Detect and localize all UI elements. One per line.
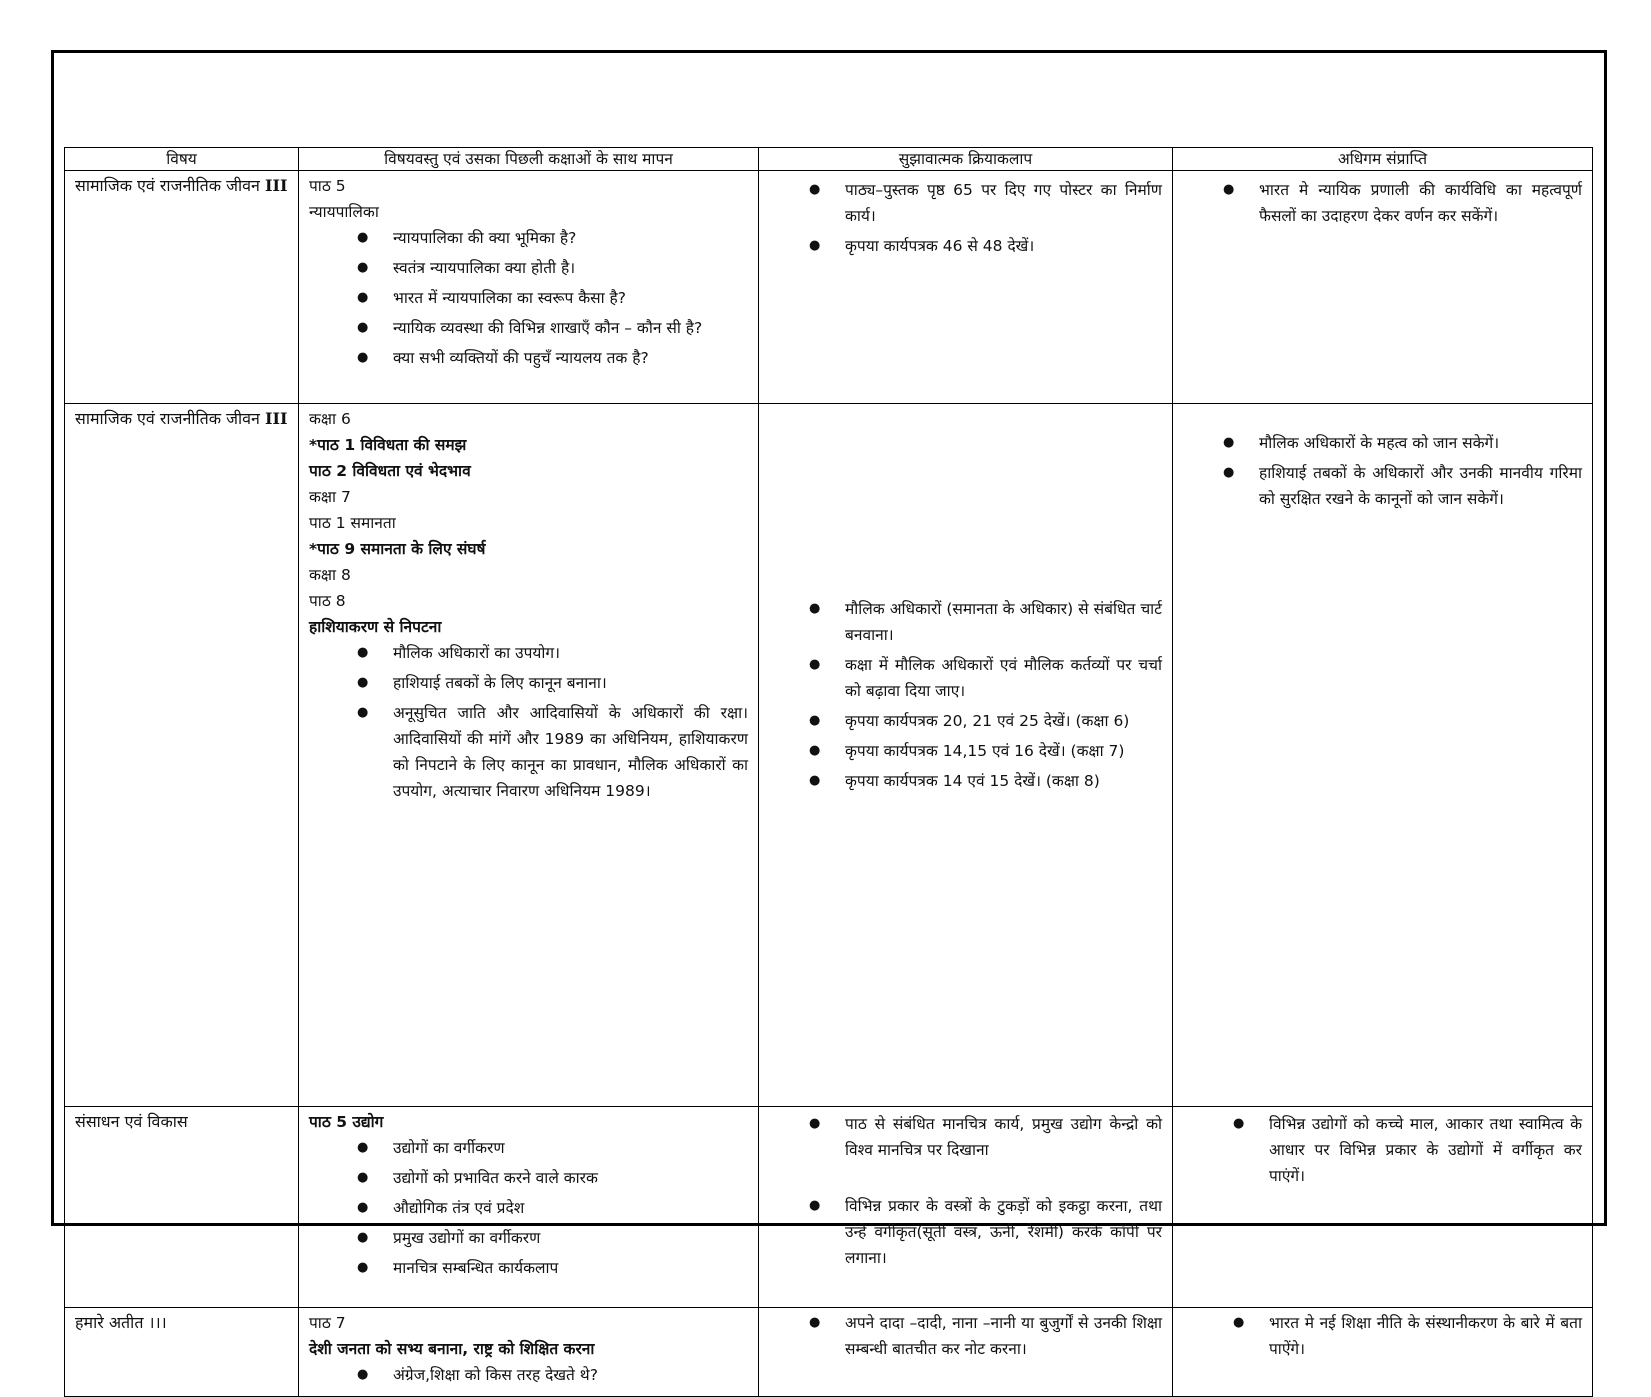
content-line: कक्षा 8 <box>309 566 351 584</box>
activities-list <box>809 1310 1162 1362</box>
list-item: ● कृपया कार्यपत्रक 14 एवं 15 देखें। (कक्षा 8) <box>809 768 1162 794</box>
list-item: ● स्वतंत्र न्यायपालिका क्या होती है। <box>357 255 748 281</box>
list-item: ● भारत मे न्यायिक प्रणाली की कार्यविधि का महत्वपूर्ण फैसलों का उदाहरण देकर वर्णन कर सकेंगें। <box>1223 177 1582 229</box>
list-item: ● भारत मे नई शिक्षा नीति के संस्थानीकरण के बारे में बता पाऐंगे। <box>1233 1310 1582 1362</box>
content-line: न्यायपालिका <box>309 203 379 221</box>
content-bullet-list <box>357 640 748 804</box>
content-line: *पाठ 9 समानता के लिए संघर्ष <box>309 540 486 558</box>
subject-text: सामाजिक एवं राजनीतिक जीवन <box>75 409 260 428</box>
list-item: ● मौलिक अधिकारों का उपयोग। <box>357 640 748 666</box>
header-content: विषयवस्तु एवं उसका पिछली कक्षाओं के साथ मापन <box>299 148 759 171</box>
content-line: *पाठ 1 विविधता की समझ <box>309 436 467 454</box>
content-bullet-list <box>357 1135 748 1281</box>
header-activities: सुझावात्मक क्रियाकलाप <box>759 148 1173 171</box>
content-line: पाठ 8 <box>309 592 346 610</box>
subject-text: सामाजिक एवं राजनीतिक जीवन <box>75 176 260 195</box>
activities-list <box>809 596 1162 794</box>
content-line: पाठ 5 उद्योग <box>309 1113 384 1131</box>
list-item: ● कृपया कार्यपत्रक 20, 21 एवं 25 देखें। (कक्षा 6) <box>809 708 1162 734</box>
list-item: ● भारत में न्यायपालिका का स्वरूप कैसा है? <box>357 285 748 311</box>
list-item: ● न्यायिक व्यवस्था की विभिन्न शाखाएँ कौन – कौन सी है? <box>357 315 748 341</box>
list-item: ● मौलिक अधिकारों (समानता के अधिकार) से संबंधित चार्ट बनवाना। <box>809 596 1162 648</box>
list-item: ● उद्योगों का वर्गीकरण <box>357 1135 748 1161</box>
content-bullet-list <box>357 225 748 371</box>
content-line: हाशियाकरण से निपटना <box>309 618 442 636</box>
table-row <box>65 404 1593 1107</box>
outcomes-list <box>1233 1310 1582 1362</box>
outcomes-cell <box>1173 1107 1593 1308</box>
table-row <box>65 171 1593 404</box>
outcomes-cell <box>1173 1308 1593 1397</box>
subject-cell <box>65 171 299 404</box>
activities-list <box>809 1111 1162 1271</box>
content-line: पाठ 2 विविधता एवं भेदभाव <box>309 462 471 480</box>
outcomes-cell <box>1173 404 1593 1107</box>
list-item: ● औद्योगिक तंत्र एवं प्रदेश <box>357 1195 748 1221</box>
list-item: ● उद्योगों को प्रभावित करने वाले कारक <box>357 1165 748 1191</box>
list-item: ● हाशियाई तबकों के अधिकारों और उनकी मानवीय गरिमा को सुरक्षित रखने के कानूनों को जान सकेगें। <box>1223 460 1582 512</box>
table-header-row <box>65 148 1593 171</box>
list-item: ● अपने दादा –दादी, नाना –नानी या बुजुर्गों से उनकी शिक्षा सम्बन्धी बातचीत कर नोट करना। <box>809 1310 1162 1362</box>
content-line: पाठ 7 <box>309 1314 346 1332</box>
activities-cell <box>759 1308 1173 1397</box>
list-item: ● कृपया कार्यपत्रक 46 से 48 देखें। <box>809 233 1162 259</box>
header-outcomes: अधिगम संप्राप्ति <box>1173 148 1593 171</box>
content-bullet-list <box>357 1362 748 1388</box>
outcomes-cell <box>1173 171 1593 404</box>
content-line: पाठ 5 <box>309 177 346 195</box>
list-item: ● पाठ्य–पुस्तक पृष्ठ 65 पर दिए गए पोस्टर का निर्माण कार्य। <box>809 177 1162 229</box>
table-row <box>65 1107 1593 1308</box>
list-item: ● मौलिक अधिकारों के महत्व को जान सकेगें। <box>1223 430 1582 456</box>
activities-cell <box>759 1107 1173 1308</box>
content-line: देशी जनता को सभ्य बनाना, राष्ट्र को शिक्षित करना <box>309 1340 595 1358</box>
content-cell <box>299 404 759 1107</box>
content-cell <box>299 171 759 404</box>
subject-cell <box>65 404 299 1107</box>
content-line: पाठ 1 समानता <box>309 514 396 532</box>
list-item: ● मानचित्र सम्बन्धित कार्यकलाप <box>357 1255 748 1281</box>
content-line: कक्षा 7 <box>309 488 351 506</box>
list-item: ● पाठ से संबंधित मानचित्र कार्य, प्रमुख उद्योग केन्द्रो को विश्व मानचित्र पर दिखाना <box>809 1111 1162 1163</box>
list-item: ● प्रमुख उद्योगों का वर्गीकरण <box>357 1225 748 1251</box>
list-item: ● विभिन्न उद्योगों को कच्चे माल, आकार तथा स्वामित्व के आधार पर विभिन्न प्रकार के उद्योगों में वर्गीकृत कर पाएंगें। <box>1233 1111 1582 1189</box>
subject-numeral: III <box>265 409 288 428</box>
table-row <box>65 1308 1593 1397</box>
list-item: ● कक्षा में मौलिक अधिकारों एवं मौलिक कर्तव्यों पर चर्चा को बढ़ावा दिया जाए। <box>809 652 1162 704</box>
activities-cell <box>759 404 1173 1107</box>
activities-list <box>809 177 1162 259</box>
outcomes-list <box>1223 177 1582 229</box>
activities-cell <box>759 171 1173 404</box>
content-line: कक्षा 6 <box>309 410 351 428</box>
list-item: ● अंग्रेज,शिक्षा को किस तरह देखते थे? <box>357 1362 748 1388</box>
subject-text: संसाधन एवं विकास <box>75 1112 188 1131</box>
subject-cell <box>65 1308 299 1397</box>
list-item: ● कृपया कार्यपत्रक 14,15 एवं 16 देखें। (कक्षा 7) <box>809 738 1162 764</box>
subject-numeral: III <box>265 176 288 195</box>
list-item: ● अनूसुचित जाति और आदिवासियों के अधिकारों की रक्षा। आदिवासियों की मांगें और 1989 का अधिनियम, हाशियाकरण को निपटाने के लिए कानून का प्रावधान, मौलिक अधिकारों का उपयोग, अत्याचार निवारण अधिनियम 1989। <box>357 700 748 804</box>
list-item: ● हाशियाई तबकों के लिए कानून बनाना। <box>357 670 748 696</box>
subject-text: हमारे अतीत ।।। <box>75 1313 167 1332</box>
list-item: ● विभिन्न प्रकार के वस्त्रों के टुकड़ों को इकट्ठा करना, तथा उन्हें वर्गीकृत(सूती वस्त्र, ऊनी, रेशमी) करके कॉपी पर लगाना। <box>809 1193 1162 1271</box>
syllabus-table <box>64 147 1593 1397</box>
list-item: ● क्या सभी व्यक्तियों की पहुचँ न्यायलय तक है? <box>357 345 748 371</box>
list-item: ● न्यायपालिका की क्या भूमिका है? <box>357 225 748 251</box>
content-cell <box>299 1107 759 1308</box>
subject-cell <box>65 1107 299 1308</box>
outcomes-list <box>1233 1111 1582 1189</box>
outcomes-list <box>1223 430 1582 512</box>
header-subject: विषय <box>65 148 299 171</box>
content-cell <box>299 1308 759 1397</box>
